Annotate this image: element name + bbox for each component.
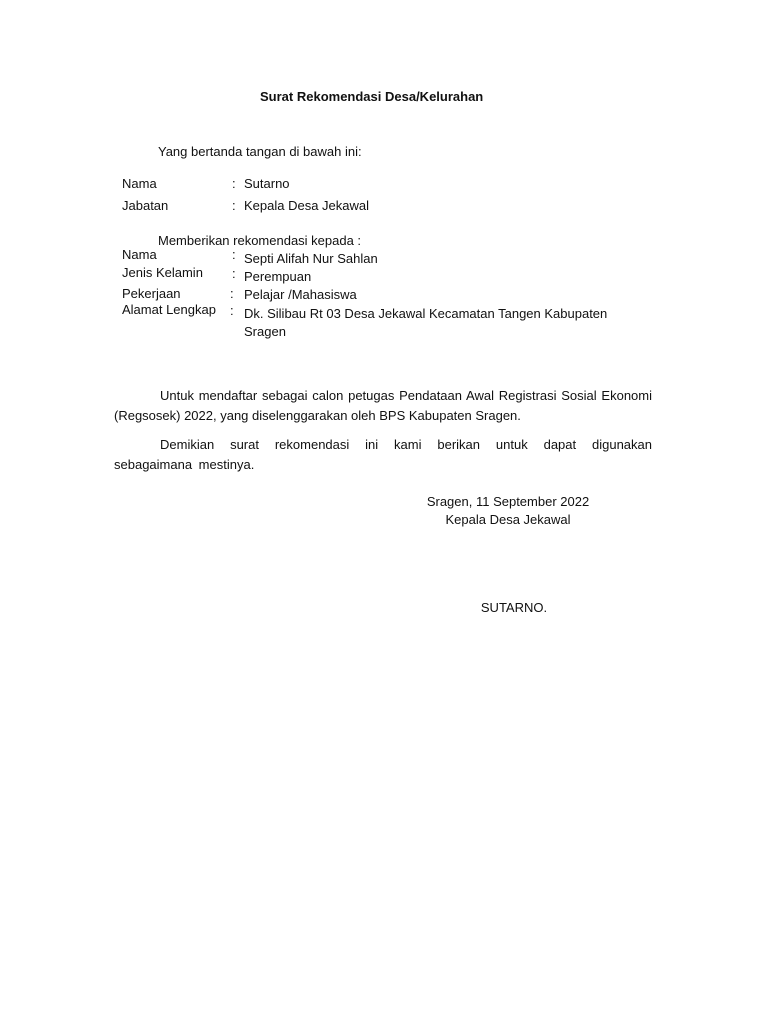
recipient-job-value: Pelajar /Mahasiswa [244,287,357,302]
signer-position-colon: : [232,198,236,213]
recipient-job-label: Pekerjaan [122,286,181,301]
recipient-gender-value: Perempuan [244,269,312,284]
paragraph-purpose: Untuk mendaftar sebagai calon petugas Pendataan Awal Registrasi Sosial Ekonomi (Regsosek) 2022, yang diselenggarakan oleh BPS Kabupaten Sragen. [114,388,652,423]
place-date: Sragen, 11 September 2022 [426,494,590,509]
signer-position-value: Kepala Desa Jekawal [244,198,370,213]
signer-name-value: Sutarno [244,176,290,191]
recipient-address-label: Alamat Lengkap [122,302,216,317]
recipient-name-value: Septi Alifah Nur Sahlan [244,251,378,266]
signer-position-label: Jabatan [122,198,169,213]
recipient-gender-label: Jenis Kelamin [122,265,203,280]
letter-title: Surat Rekomendasi Desa/Kelurahan [260,89,484,104]
recipient-address-value: Dk. Silibau Rt 03 Desa Jekawal Kecamatan Tangen Kabupaten Sragen [244,306,608,339]
signer-name-colon: : [232,176,236,191]
paragraph-closing: Demikian surat rekomendasi ini kami berikan untuk dapat digunakan sebagaimana mestinya. [114,437,652,472]
recipient-name-colon: : [232,247,236,262]
signer-title: Kepala Desa Jekawal [445,512,571,527]
signer-name-signature: SUTARNO. [480,600,548,615]
signer-name-label: Nama [122,176,157,191]
recipient-address-colon: : [230,303,234,318]
intro-text: Yang bertanda tangan di bawah ini: [158,144,362,159]
recipient-job-colon: : [230,286,234,301]
recipient-gender-colon: : [232,266,236,281]
recipient-name-label: Nama [122,247,157,262]
recommend-intro: Memberikan rekomendasi kepada : [158,233,362,248]
